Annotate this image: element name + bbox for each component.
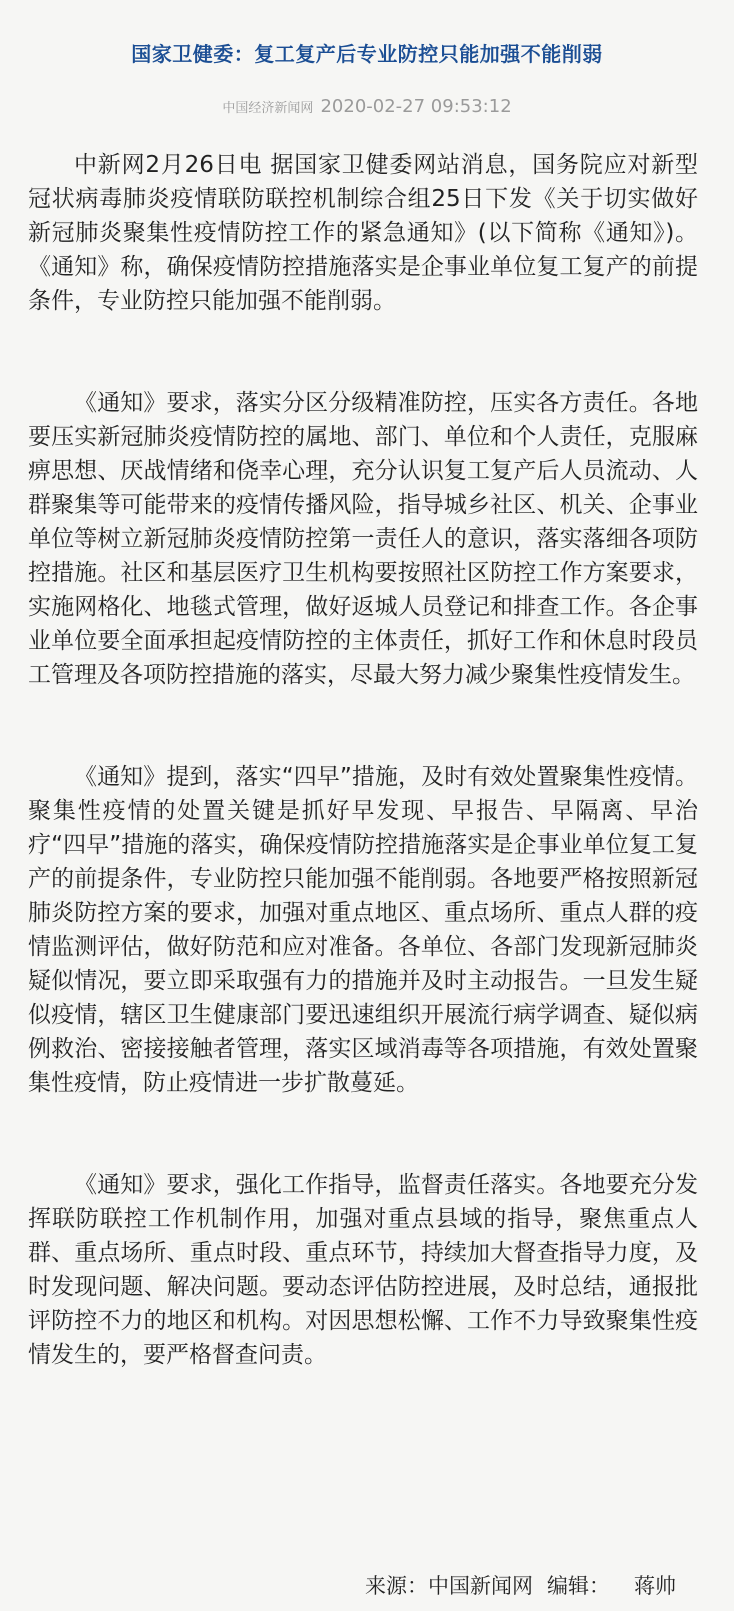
article-meta (0, 96, 734, 117)
source-label: 来源： (365, 1574, 428, 1598)
publisher-name: 中国经济新闻网 (222, 101, 314, 116)
article-paragraph-3: 《通知》提到，落实“四早”措施，及时有效处置聚集性疫情。聚集性疫情的处置关键是抓好早发现、早报告、早隔离、早治疗“四早”措施的落实，确保疫情防控措施落实是企事业单位复工复产的前提条件，专业防控只能加强不能削弱。各地要严格按照新冠肺炎防控方案的要求，加强对重点地区、重点场所、重点人群的疫情监测评估，做好防范和应对准备。各单位、各部门发现新冠肺炎疑似情况，要立即采取强有力的措施并及时主动报告。一旦发生疑似疫情，辖区卫生健康部门要迅速组织开展流行病学调查、疑似病例救治、密接接触者管理，落实区域消毒等各项措施，有效处置聚集性疫情，防止疫情进一步扩散蔓延。 (28, 764, 698, 1096)
editor-label: 编辑： (547, 1574, 610, 1598)
article-body (28, 148, 698, 1372)
article-title: 国家卫健委：复工复产后专业防控只能加强不能削弱 (131, 42, 603, 66)
article-paragraph-4: 《通知》要求，强化工作指导，监督责任落实。各地要充分发挥联防联控工作机制作用，加强对重点县域的指导，聚焦重点人群、重点场所、重点时段、重点环节，持续加大督查指导力度，及时发现问题、解决问题。要动态评估防控进展，及时总结，通报批评防控不力的地区和机构。对因思想松懈、工作不力导致聚集性疫情发生的，要严格督查问责。 (28, 1172, 698, 1368)
article-paragraph-2: 《通知》要求，落实分区分级精准防控，压实各方责任。各地要压实新冠肺炎疫情防控的属地、部门、单位和个人责任，克服麻痹思想、厌战情绪和侥幸心理，充分认识复工复产后人员流动、人群聚集等可能带来的疫情传播风险，指导城乡社区、机关、企事业单位等树立新冠肺炎疫情防控第一责任人的意识，落实落细各项防控措施。社区和基层医疗卫生机构要按照社区防控工作方案要求，实施网格化、地毯式管理，做好返城人员登记和排查工作。各企事业单位要全面承担起疫情防控的主体责任，抓好工作和休息时段员工管理及各项防控措施的落实，尽最大努力减少聚集性疫情发生。 (28, 390, 698, 688)
article-paragraph-1: 中新网2月26日电 据国家卫健委网站消息，国务院应对新型冠状病毒肺炎疫情联防联控机制综合组25日下发《关于切实做好新冠肺炎聚集性疫情防控工作的紧急通知》(以下简称《通知》)。《通知》称，确保疫情防控措施落实是企事业单位复工复产的前提条件，专业防控只能加强不能削弱。 (28, 152, 698, 314)
editor-value: 蒋帅 (634, 1574, 676, 1598)
source-value: 中国新闻网 (428, 1574, 533, 1598)
article-source-line (365, 1570, 676, 1600)
publish-datetime: 2020-02-27 09:53:12 (320, 96, 512, 117)
